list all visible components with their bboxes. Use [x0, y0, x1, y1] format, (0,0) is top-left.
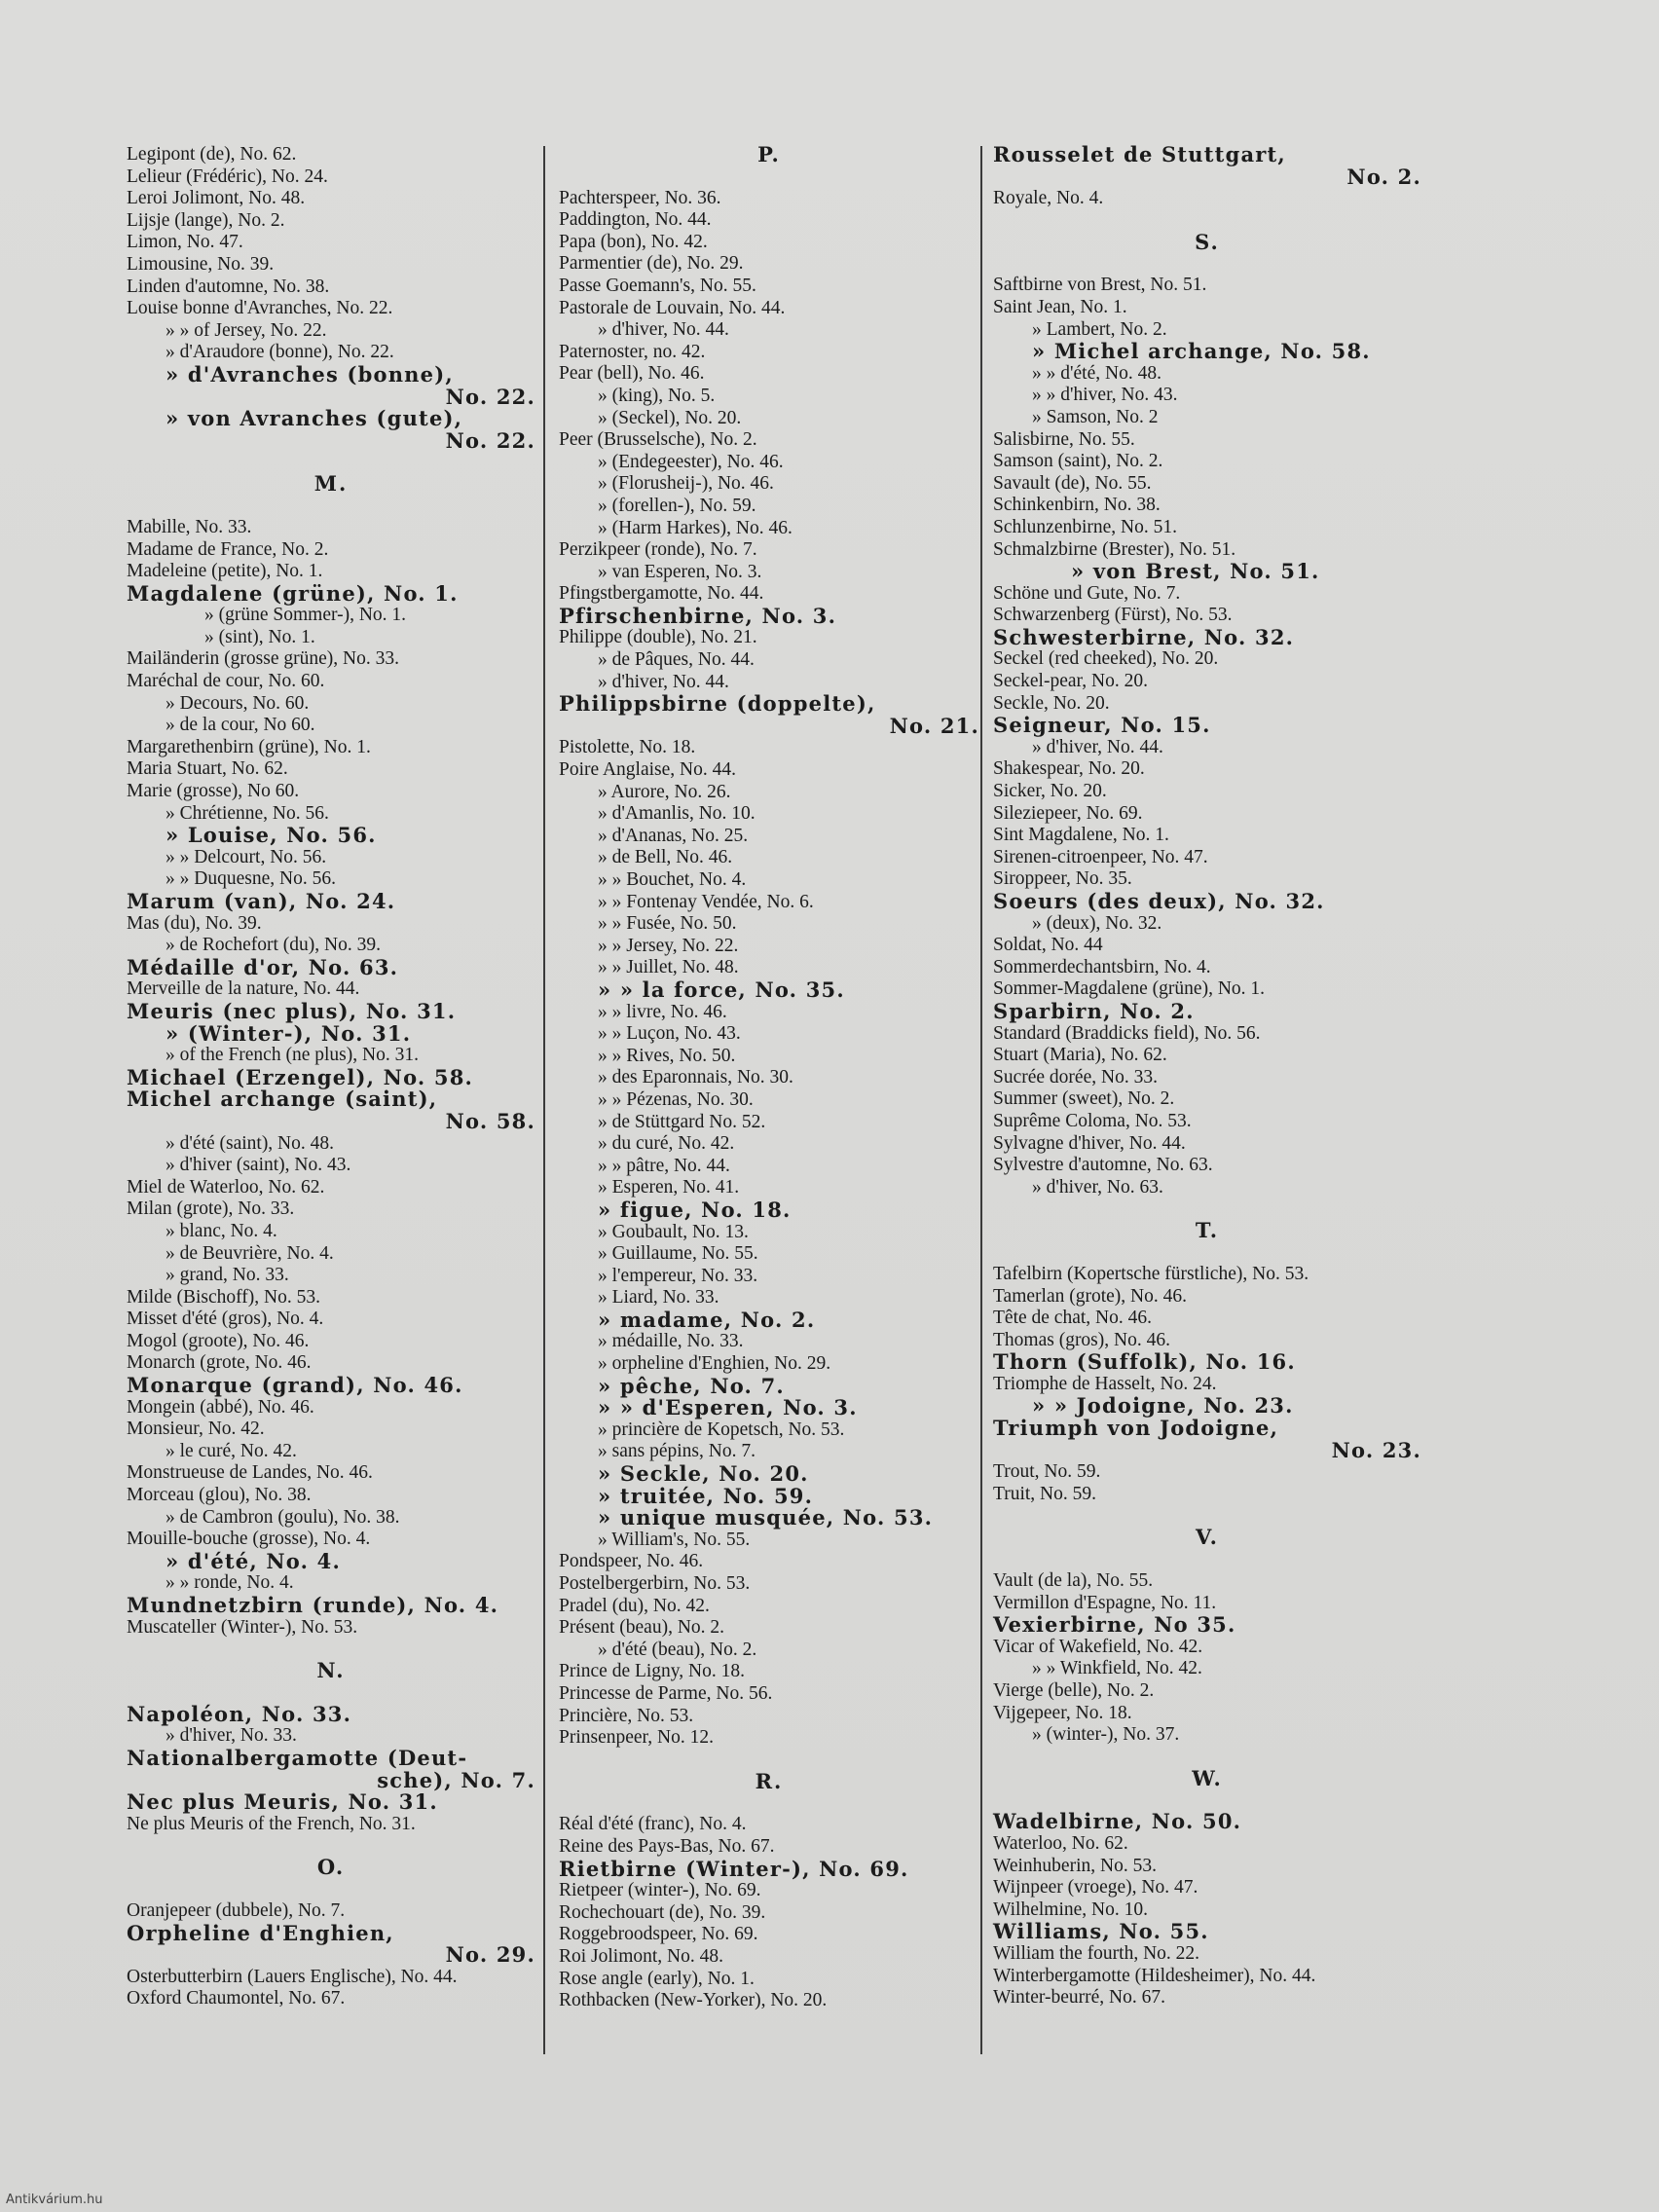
index-entry: Schlunzenbirne, No. 51. — [993, 516, 1178, 537]
index-entry-bold: No. 22. — [445, 384, 535, 409]
index-entry: Tafelbirn (Kopertsche fürstliche), No. 53. — [993, 1263, 1309, 1284]
index-entry: Princière, No. 53. — [559, 1705, 694, 1726]
index-entry: » Chrétienne, No. 56. — [166, 802, 329, 824]
index-entry: Schwarzenberg (Fürst), No. 53. — [993, 605, 1233, 626]
index-entry: » de Beuvrière, No. 4. — [166, 1242, 334, 1264]
index-entry: Perzikpeer (ronde), No. 7. — [559, 539, 757, 561]
index-entry: Oranjepeer (dubbele), No. 7. — [127, 1899, 346, 1921]
index-entry: » (Endegeester), No. 46. — [598, 451, 784, 472]
index-entry: » d'hiver, No. 44. — [598, 319, 729, 341]
index-entry: Soldat, No. 44 — [993, 935, 1103, 956]
index-entry: Parmentier (de), No. 29. — [559, 253, 744, 275]
index-entry: » d'été (beau), No. 2. — [598, 1639, 757, 1660]
index-entry: » » Delcourt, No. 56. — [166, 846, 327, 867]
index-entry: » orpheline d'Enghien, No. 29. — [598, 1353, 831, 1375]
index-entry: Sicker, No. 20. — [993, 781, 1107, 802]
index-entry: William the fourth, No. 22. — [993, 1942, 1200, 1964]
index-entry: » d'hiver, No. 33. — [166, 1725, 297, 1747]
section-letter-heading: O. — [316, 1855, 346, 1880]
index-entry: Monstrueuse de Landes, No. 46. — [127, 1462, 373, 1484]
index-entry-bold: sche), No. 7. — [377, 1767, 535, 1792]
index-entry: » » Jersey, No. 22. — [598, 935, 739, 956]
index-entry: Suprême Coloma, No. 53. — [993, 1110, 1192, 1131]
index-entry: » (king), No. 5. — [598, 385, 716, 406]
index-entry-bold: Soeurs (des deux), No. 32. — [993, 889, 1325, 913]
index-entry: » (Harm Harkes), No. 46. — [598, 517, 793, 538]
index-entry: » (Florusheij-), No. 46. — [598, 473, 774, 495]
index-entry-bold: » von Avranches (gute), — [166, 406, 463, 431]
index-entry-bold: » madame, No. 2. — [598, 1307, 816, 1332]
index-entry-bold: » d'été, No. 4. — [166, 1548, 341, 1573]
index-entry-bold: » Michel archange, No. 58. — [1032, 339, 1371, 364]
index-column-1 — [127, 144, 535, 2010]
index-entry: Merveille de la nature, No. 44. — [127, 978, 360, 1000]
index-entry-bold: No. 2. — [1346, 164, 1421, 189]
index-entry: » de Pâques, No. 44. — [598, 649, 755, 671]
index-entry: » du curé, No. 42. — [598, 1133, 735, 1155]
index-entry: » (forellen-), No. 59. — [598, 495, 756, 516]
index-entry: Rochechouart (de), No. 39. — [559, 1901, 766, 1923]
index-entry: Sylvagne d'hiver, No. 44. — [993, 1132, 1186, 1154]
index-entry: » d'Amanlis, No. 10. — [598, 803, 756, 825]
index-entry: Truit, No. 59. — [993, 1483, 1097, 1504]
index-entry-bold: » d'Avranches (bonne), — [166, 361, 454, 387]
column-divider — [543, 146, 545, 2054]
index-entry-bold: Michel archange (saint), — [127, 1087, 438, 1112]
index-entry: Reine des Pays-Bas, No. 67. — [559, 1835, 775, 1857]
index-entry: » of the French (ne plus), No. 31. — [166, 1045, 419, 1066]
index-entry-bold: Schwesterbirne, No. 32. — [993, 624, 1295, 649]
index-entry: » le curé, No. 42. — [166, 1440, 297, 1461]
index-entry: » van Esperen, No. 3. — [598, 561, 762, 582]
index-entry: » » Duquesne, No. 56. — [166, 868, 336, 890]
index-entry: » » d'été, No. 48. — [1032, 362, 1161, 384]
index-entry: Tamerlan (grote), No. 46. — [993, 1285, 1187, 1307]
index-entry-bold: Rousselet de Stuttgart, — [993, 142, 1286, 166]
index-entry-bold: No. 29. — [445, 1942, 535, 1968]
index-entry: » d'Ananas, No. 25. — [598, 825, 749, 846]
index-entry: Summer (sweet), No. 2. — [993, 1088, 1175, 1110]
index-entry-bold: Meuris (nec plus), No. 31. — [127, 998, 457, 1023]
index-entry-bold: No. 23. — [1331, 1437, 1421, 1462]
index-entry: » » Pézenas, No. 30. — [598, 1088, 754, 1110]
index-entry-bold: Nec plus Meuris, No. 31. — [127, 1789, 438, 1815]
index-entry: Mabille, No. 33. — [127, 516, 252, 537]
index-entry: Seckle, No. 20. — [993, 692, 1110, 714]
index-entry: » Decours, No. 60. — [166, 692, 310, 714]
section-letter-heading: T. — [1195, 1218, 1220, 1243]
index-entry-bold: Nationalbergamotte (Deut- — [127, 1745, 468, 1770]
index-entry: Vijgepeer, No. 18. — [993, 1702, 1132, 1723]
index-entry: Philippe (double), No. 21. — [559, 627, 757, 648]
index-entry-bold: Rietbirne (Winter-), No. 69. — [559, 1856, 909, 1881]
index-entry-bold: » (Winter-), No. 31. — [166, 1020, 412, 1046]
index-entry: » princière de Kopetsch, No. 53. — [598, 1419, 845, 1440]
index-entry: Milde (Bischoff), No. 53. — [127, 1286, 320, 1308]
index-entry-bold: Magdalene (grüne), No. 1. — [127, 580, 459, 606]
index-entry: Waterloo, No. 62. — [993, 1832, 1128, 1854]
index-entry: » Lambert, No. 2. — [1032, 318, 1167, 340]
index-entry: Stuart (Maria), No. 62. — [993, 1045, 1167, 1066]
index-entry: Sommerdechantsbirn, No. 4. — [993, 956, 1211, 977]
index-entry: Prince de Ligny, No. 18. — [559, 1661, 745, 1682]
index-entry: Osterbutterbirn (Lauers Englische), No. 44. — [127, 1966, 458, 1987]
index-entry: Ne plus Meuris of the French, No. 31. — [127, 1813, 416, 1834]
index-entry: Sileziepeer, No. 69. — [993, 802, 1143, 824]
index-entry: Schöne und Gute, No. 7. — [993, 582, 1181, 604]
index-entry: » sans pépins, No. 7. — [598, 1441, 756, 1462]
index-entry: Pachterspeer, No. 36. — [559, 187, 721, 208]
section-letter-heading: R. — [755, 1768, 784, 1793]
index-entry: » Guillaume, No. 55. — [598, 1243, 758, 1265]
index-entry: » » Fusée, No. 50. — [598, 913, 737, 935]
index-entry: » des Eparonnais, No. 30. — [598, 1067, 793, 1088]
index-entry-bold: » unique musquée, No. 53. — [598, 1505, 934, 1530]
index-entry: Pradel (du), No. 42. — [559, 1595, 710, 1616]
index-entry: Oxford Chaumontel, No. 67. — [127, 1988, 346, 2009]
watermark-text: Antikvárium.hu — [6, 2193, 103, 2207]
index-entry: » médaille, No. 33. — [598, 1331, 744, 1352]
index-entry: Milan (grote), No. 33. — [127, 1198, 295, 1220]
index-entry: Schinkenbirn, No. 38. — [993, 495, 1161, 516]
index-entry: Postelbergerbirn, No. 53. — [559, 1573, 751, 1594]
section-letter-heading: P. — [757, 142, 781, 166]
index-entry-bold: Pfirschenbirne, No. 3. — [559, 603, 837, 628]
index-entry: Pistolette, No. 18. — [559, 737, 696, 758]
index-entry-bold: Napoléon, No. 33. — [127, 1701, 352, 1726]
index-entry: » » Luçon, No. 43. — [598, 1023, 741, 1045]
index-entry-bold: Wadelbirne, No. 50. — [993, 1809, 1242, 1834]
index-entry: Thomas (gros), No. 46. — [993, 1329, 1170, 1350]
index-entry: Salisbirne, No. 55. — [993, 428, 1135, 450]
index-entry: » » livre, No. 46. — [598, 1001, 727, 1022]
index-entry-bold: » figue, No. 18. — [598, 1197, 792, 1222]
index-entry-bold: Marum (van), No. 24. — [127, 889, 396, 913]
index-entry-bold: » truitée, No. 59. — [598, 1483, 814, 1508]
index-entry: Vicar of Wakefield, No. 42. — [993, 1636, 1203, 1657]
index-entry: Saint Jean, No. 1. — [993, 296, 1127, 317]
index-entry: Sirenen-citroenpeer, No. 47. — [993, 846, 1208, 867]
index-entry-bold: Seigneur, No. 15. — [993, 713, 1211, 738]
index-entry-bold: » Seckle, No. 20. — [598, 1461, 809, 1487]
index-entry: Roi Jolimont, No. 48. — [559, 1945, 724, 1967]
index-entry: Legipont (de), No. 62. — [127, 144, 297, 165]
index-entry: » » Juillet, No. 48. — [598, 957, 739, 978]
index-entry: Winter-beurré, No. 67. — [993, 1987, 1165, 2009]
index-entry: Morceau (glou), No. 38. — [127, 1485, 312, 1506]
index-entry: Pear (bell), No. 46. — [559, 363, 705, 385]
index-entry: Limousine, No. 39. — [127, 253, 275, 275]
index-entry: Mailänderin (grosse grüne), No. 33. — [127, 648, 399, 670]
index-entry: Roggebroodspeer, No. 69. — [559, 1924, 758, 1945]
index-entry: Schmalzbirne (Brester), No. 51. — [993, 538, 1236, 560]
index-entry: » » of Jersey, No. 22. — [166, 319, 327, 341]
index-entry: » de Stüttgard No. 52. — [598, 1111, 766, 1132]
index-entry-bold: No. 21. — [889, 713, 979, 738]
index-entry: Vierge (belle), No. 2. — [993, 1680, 1155, 1701]
index-entry: Winterbergamotte (Hildesheimer), No. 44. — [993, 1965, 1316, 1986]
index-entry: » l'empereur, No. 33. — [598, 1265, 758, 1286]
index-entry: Rietpeer (winter-), No. 69. — [559, 1880, 761, 1901]
index-entry-bold: Philippsbirne (doppelte), — [559, 691, 876, 717]
index-entry: Prinsenpeer, No. 12. — [559, 1727, 714, 1749]
index-entry: Vermillon d'Espagne, No. 11. — [993, 1592, 1217, 1613]
index-entry: » d'hiver, No. 44. — [1032, 736, 1163, 757]
index-entry: Sommer-Magdalene (grüne), No. 1. — [993, 978, 1266, 1000]
index-entry: » de Rochefort (du), No. 39. — [166, 935, 381, 956]
index-entry: Wijnpeer (vroege), No. 47. — [993, 1877, 1198, 1899]
index-entry: Linden d'automne, No. 38. — [127, 276, 330, 297]
index-entry: » (winter-), No. 37. — [1032, 1724, 1180, 1746]
index-entry: » Liard, No. 33. — [598, 1287, 719, 1309]
index-entry: Louise bonne d'Avranches, No. 22. — [127, 298, 393, 319]
index-entry: Sucrée dorée, No. 33. — [993, 1066, 1158, 1088]
index-entry: » » Winkfield, No. 42. — [1032, 1658, 1202, 1679]
index-entry: Weinhuberin, No. 53. — [993, 1855, 1157, 1876]
index-entry: » blanc, No. 4. — [166, 1220, 277, 1241]
index-entry: » de la cour, No 60. — [166, 715, 315, 736]
section-letter-heading: N. — [316, 1658, 346, 1683]
index-entry: Maria Stuart, No. 62. — [127, 758, 288, 780]
index-entry: Madeleine (petite), No. 1. — [127, 561, 323, 582]
index-entry: Passe Goemann's, No. 55. — [559, 275, 756, 296]
index-entry: Papa (bon), No. 42. — [559, 231, 708, 252]
index-entry: Mongein (abbé), No. 46. — [127, 1396, 314, 1418]
index-entry-bold: Williams, No. 55. — [993, 1919, 1209, 1944]
index-entry: Monarch (grote, No. 46. — [127, 1352, 312, 1374]
index-entry: Monsieur, No. 42. — [127, 1419, 265, 1440]
index-entry: Leroi Jolimont, No. 48. — [127, 188, 306, 209]
index-entry: Madame de France, No. 2. — [127, 538, 329, 560]
index-entry: » William's, No. 55. — [598, 1529, 751, 1550]
index-entry: » (deux), No. 32. — [1032, 912, 1162, 934]
index-entry: » » Fontenay Vendée, No. 6. — [598, 891, 814, 912]
index-entry: Standard (Braddicks field), No. 56. — [993, 1022, 1261, 1044]
index-entry-bold: » pêche, No. 7. — [598, 1373, 785, 1398]
index-entry: Réal d'été (franc), No. 4. — [559, 1814, 747, 1835]
index-entry: Pfingstbergamotte, No. 44. — [559, 583, 764, 605]
index-entry: Misset d'été (gros), No. 4. — [127, 1309, 324, 1330]
index-entry: » » d'hiver, No. 43. — [1032, 385, 1178, 406]
index-entry: Wilhelmine, No. 10. — [993, 1899, 1148, 1920]
index-entry: Samson (saint), No. 2. — [993, 451, 1163, 472]
index-entry: » (Seckel), No. 20. — [598, 407, 742, 428]
index-entry: Princesse de Parme, No. 56. — [559, 1682, 773, 1704]
index-entry: » (grüne Sommer-), No. 1. — [204, 605, 407, 626]
index-entry: » (sint), No. 1. — [204, 626, 315, 647]
index-entry-bold: Mundnetzbirn (runde), No. 4. — [127, 1593, 499, 1617]
index-entry: » » Rives, No. 50. — [598, 1045, 736, 1066]
index-entry-bold: Sparbirn, No. 2. — [993, 998, 1195, 1023]
index-entry-bold: Vexierbirne, No 35. — [993, 1612, 1236, 1638]
index-entry: Royale, No. 4. — [993, 188, 1104, 209]
section-letter-heading: M. — [313, 471, 349, 497]
section-letter-heading: S. — [1195, 229, 1220, 254]
section-letter-heading: W. — [1192, 1765, 1223, 1790]
index-entry-bold: » » la force, No. 35. — [598, 977, 845, 1002]
index-entry-bold: » » d'Esperen, No. 3. — [598, 1395, 858, 1420]
index-entry: Présent (beau), No. 2. — [559, 1617, 725, 1639]
index-entry: Miel de Waterloo, No. 62. — [127, 1176, 325, 1198]
index-entry: Marie (grosse), No 60. — [127, 781, 300, 802]
index-entry: » Esperen, No. 41. — [598, 1177, 740, 1198]
index-entry: Saftbirne von Brest, No. 51. — [993, 275, 1207, 296]
index-entry: Siroppeer, No. 35. — [993, 868, 1132, 890]
index-entry-bold: Thorn (Suffolk), No. 16. — [993, 1349, 1296, 1375]
index-entry: Paddington, No. 44. — [559, 209, 712, 231]
index-entry: Sint Magdalene, No. 1. — [993, 825, 1169, 846]
index-entry: Peer (Brusselsche), No. 2. — [559, 429, 757, 451]
index-entry: Muscateller (Winter-), No. 53. — [127, 1616, 358, 1638]
index-entry: » de Bell, No. 46. — [598, 847, 733, 868]
index-entry: Seckel (red cheeked), No. 20. — [993, 648, 1219, 670]
index-entry: » d'hiver (saint), No. 43. — [166, 1155, 351, 1176]
index-entry: Tête de chat, No. 46. — [993, 1308, 1152, 1329]
index-entry: » d'été (saint), No. 48. — [166, 1132, 335, 1154]
index-entry: Mogol (groote), No. 46. — [127, 1330, 310, 1351]
index-entry: » d'hiver, No. 63. — [1032, 1176, 1163, 1198]
index-entry: Paternoster, no. 42. — [559, 341, 706, 362]
index-entry: » » ronde, No. 4. — [166, 1572, 294, 1594]
section-letter-heading: V. — [1196, 1525, 1219, 1550]
index-entry: Savault (de), No. 55. — [993, 472, 1152, 494]
index-entry: Pondspeer, No. 46. — [559, 1551, 704, 1572]
index-entry: Rothbacken (New-Yorker), No. 20. — [559, 1990, 828, 2011]
index-entry: Maréchal de cour, No. 60. — [127, 671, 325, 692]
index-entry: Mouille-bouche (grosse), No. 4. — [127, 1529, 371, 1550]
index-entry-bold: Monarque (grand), No. 46. — [127, 1373, 463, 1398]
index-entry-bold: » Louise, No. 56. — [166, 823, 377, 848]
index-entry: » Aurore, No. 26. — [598, 781, 731, 802]
index-entry: Poire Anglaise, No. 44. — [559, 759, 736, 781]
index-entry: Shakespear, No. 20. — [993, 758, 1145, 780]
index-entry: Sylvestre d'automne, No. 63. — [993, 1155, 1213, 1176]
index-entry: Mas (du), No. 39. — [127, 912, 262, 934]
index-entry: Margarethenbirn (grüne), No. 1. — [127, 736, 371, 757]
index-entry-bold: Triumph von Jodoigne, — [993, 1416, 1279, 1441]
index-entry: » d'Araudore (bonne), No. 22. — [166, 342, 394, 363]
index-entry-bold: No. 58. — [445, 1108, 535, 1133]
index-entry: » » pâtre, No. 44. — [598, 1155, 730, 1176]
index-entry-bold: Médaille d'or, No. 63. — [127, 954, 399, 979]
index-entry: Pastorale de Louvain, No. 44. — [559, 297, 786, 318]
index-entry: Triomphe de Hasselt, No. 24. — [993, 1373, 1217, 1394]
index-column-2 — [559, 144, 979, 2012]
index-entry: Trout, No. 59. — [993, 1461, 1101, 1483]
index-column-3 — [993, 144, 1421, 2009]
index-entry-bold: Michael (Erzengel), No. 58. — [127, 1064, 474, 1089]
index-entry: Seckel-pear, No. 20. — [993, 671, 1148, 692]
index-entry: Limon, No. 47. — [127, 232, 243, 253]
index-entry: » Goubault, No. 13. — [598, 1221, 749, 1242]
index-entry-bold: » von Brest, No. 51. — [1071, 559, 1320, 584]
index-entry-bold: » » Jodoigne, No. 23. — [1032, 1393, 1294, 1419]
index-entry: Rose angle (early), No. 1. — [559, 1968, 755, 1989]
column-divider — [980, 146, 982, 2054]
index-entry: Lijsje (lange), No. 2. — [127, 209, 285, 231]
index-entry: » Samson, No. 2 — [1032, 406, 1159, 427]
index-entry: » grand, No. 33. — [166, 1265, 289, 1286]
index-entry: » d'hiver, No. 44. — [598, 671, 729, 692]
index-entry-bold: No. 22. — [445, 427, 535, 453]
index-entry-bold: Orpheline d'Enghien, — [127, 1920, 394, 1945]
index-entry: Vault (de la), No. 55. — [993, 1570, 1154, 1592]
index-entry: Lelieur (Frédéric), No. 24. — [127, 166, 328, 187]
index-entry: » de Cambron (goulu), No. 38. — [166, 1506, 400, 1528]
index-entry: » » Bouchet, No. 4. — [598, 869, 747, 890]
